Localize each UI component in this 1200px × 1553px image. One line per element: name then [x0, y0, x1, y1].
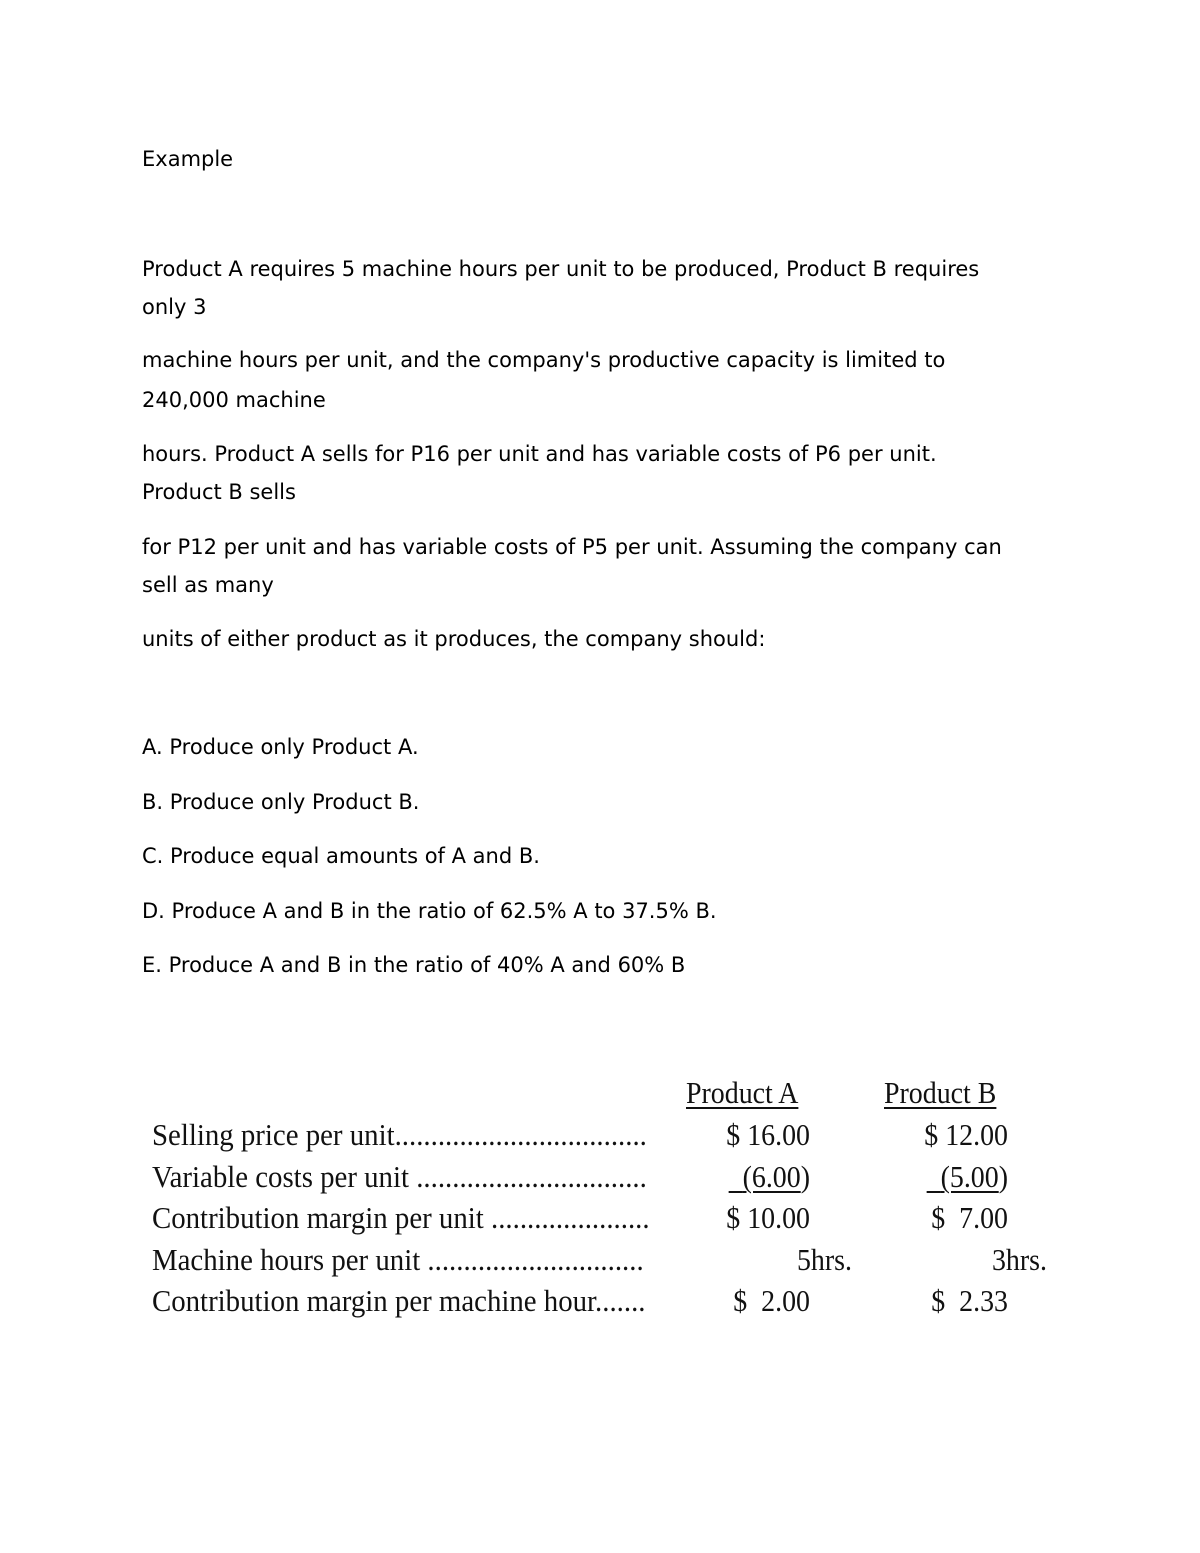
product-a-value: 5hrs. — [796, 1242, 852, 1277]
paragraph-line-3: machine hours per unit, and the company's productive capacity is limited to — [142, 348, 946, 372]
row-label: Contribution margin per machine hour....... — [152, 1283, 646, 1318]
table-row — [152, 1242, 1072, 1283]
table-header-row — [152, 1075, 1072, 1116]
product-b-value: $ 7.00 — [931, 1200, 1008, 1235]
paragraph-line-4: 240,000 machine — [142, 388, 326, 412]
product-a-value: $ 16.00 — [726, 1117, 810, 1152]
header-product-a: Product A — [686, 1075, 799, 1110]
product-b-value: $ 12.00 — [924, 1117, 1008, 1152]
product-b-value: 3hrs. — [991, 1242, 1047, 1277]
paragraph-line-9: units of either product as it produces, the company should: — [142, 627, 766, 651]
paragraph-line-2: only 3 — [142, 295, 207, 319]
document-title: Example — [142, 147, 234, 171]
product-a-value: $ 2.00 — [733, 1283, 810, 1318]
paragraph-line-6: Product B sells — [142, 480, 296, 504]
table-row — [152, 1117, 1072, 1158]
paragraph-line-1: Product A requires 5 machine hours per unit to be produced, Product B requires — [142, 257, 980, 281]
table-row — [152, 1283, 1072, 1324]
product-a-value: $ 10.00 — [726, 1200, 810, 1235]
paragraph-line-8: sell as many — [142, 573, 274, 597]
row-label: Selling price per unit................................... — [152, 1117, 647, 1152]
option-a: A. Produce only Product A. — [142, 735, 419, 759]
product-b-value: (5.00) — [940, 1159, 1008, 1194]
row-label: Contribution margin per unit ...................... — [152, 1200, 650, 1235]
paragraph-line-7: for P12 per unit and has variable costs of P5 per unit. Assuming the company can — [142, 535, 1002, 559]
option-e: E. Produce A and B in the ratio of 40% A and 60% B — [142, 953, 686, 977]
row-label: Machine hours per unit .............................. — [152, 1242, 644, 1277]
option-b: B. Produce only Product B. — [142, 790, 420, 814]
product-b-value: $ 2.33 — [931, 1283, 1008, 1318]
row-label: Variable costs per unit ................................ — [152, 1159, 647, 1194]
header-product-b: Product B — [884, 1075, 997, 1110]
option-c: C. Produce equal amounts of A and B. — [142, 844, 540, 868]
table-row — [152, 1200, 1072, 1241]
option-d: D. Produce A and B in the ratio of 62.5% A to 37.5% B. — [142, 899, 717, 923]
product-a-value: (6.00) — [742, 1159, 810, 1194]
paragraph-line-5: hours. Product A sells for P16 per unit and has variable costs of P6 per unit. — [142, 442, 937, 466]
table-row — [152, 1159, 1072, 1200]
